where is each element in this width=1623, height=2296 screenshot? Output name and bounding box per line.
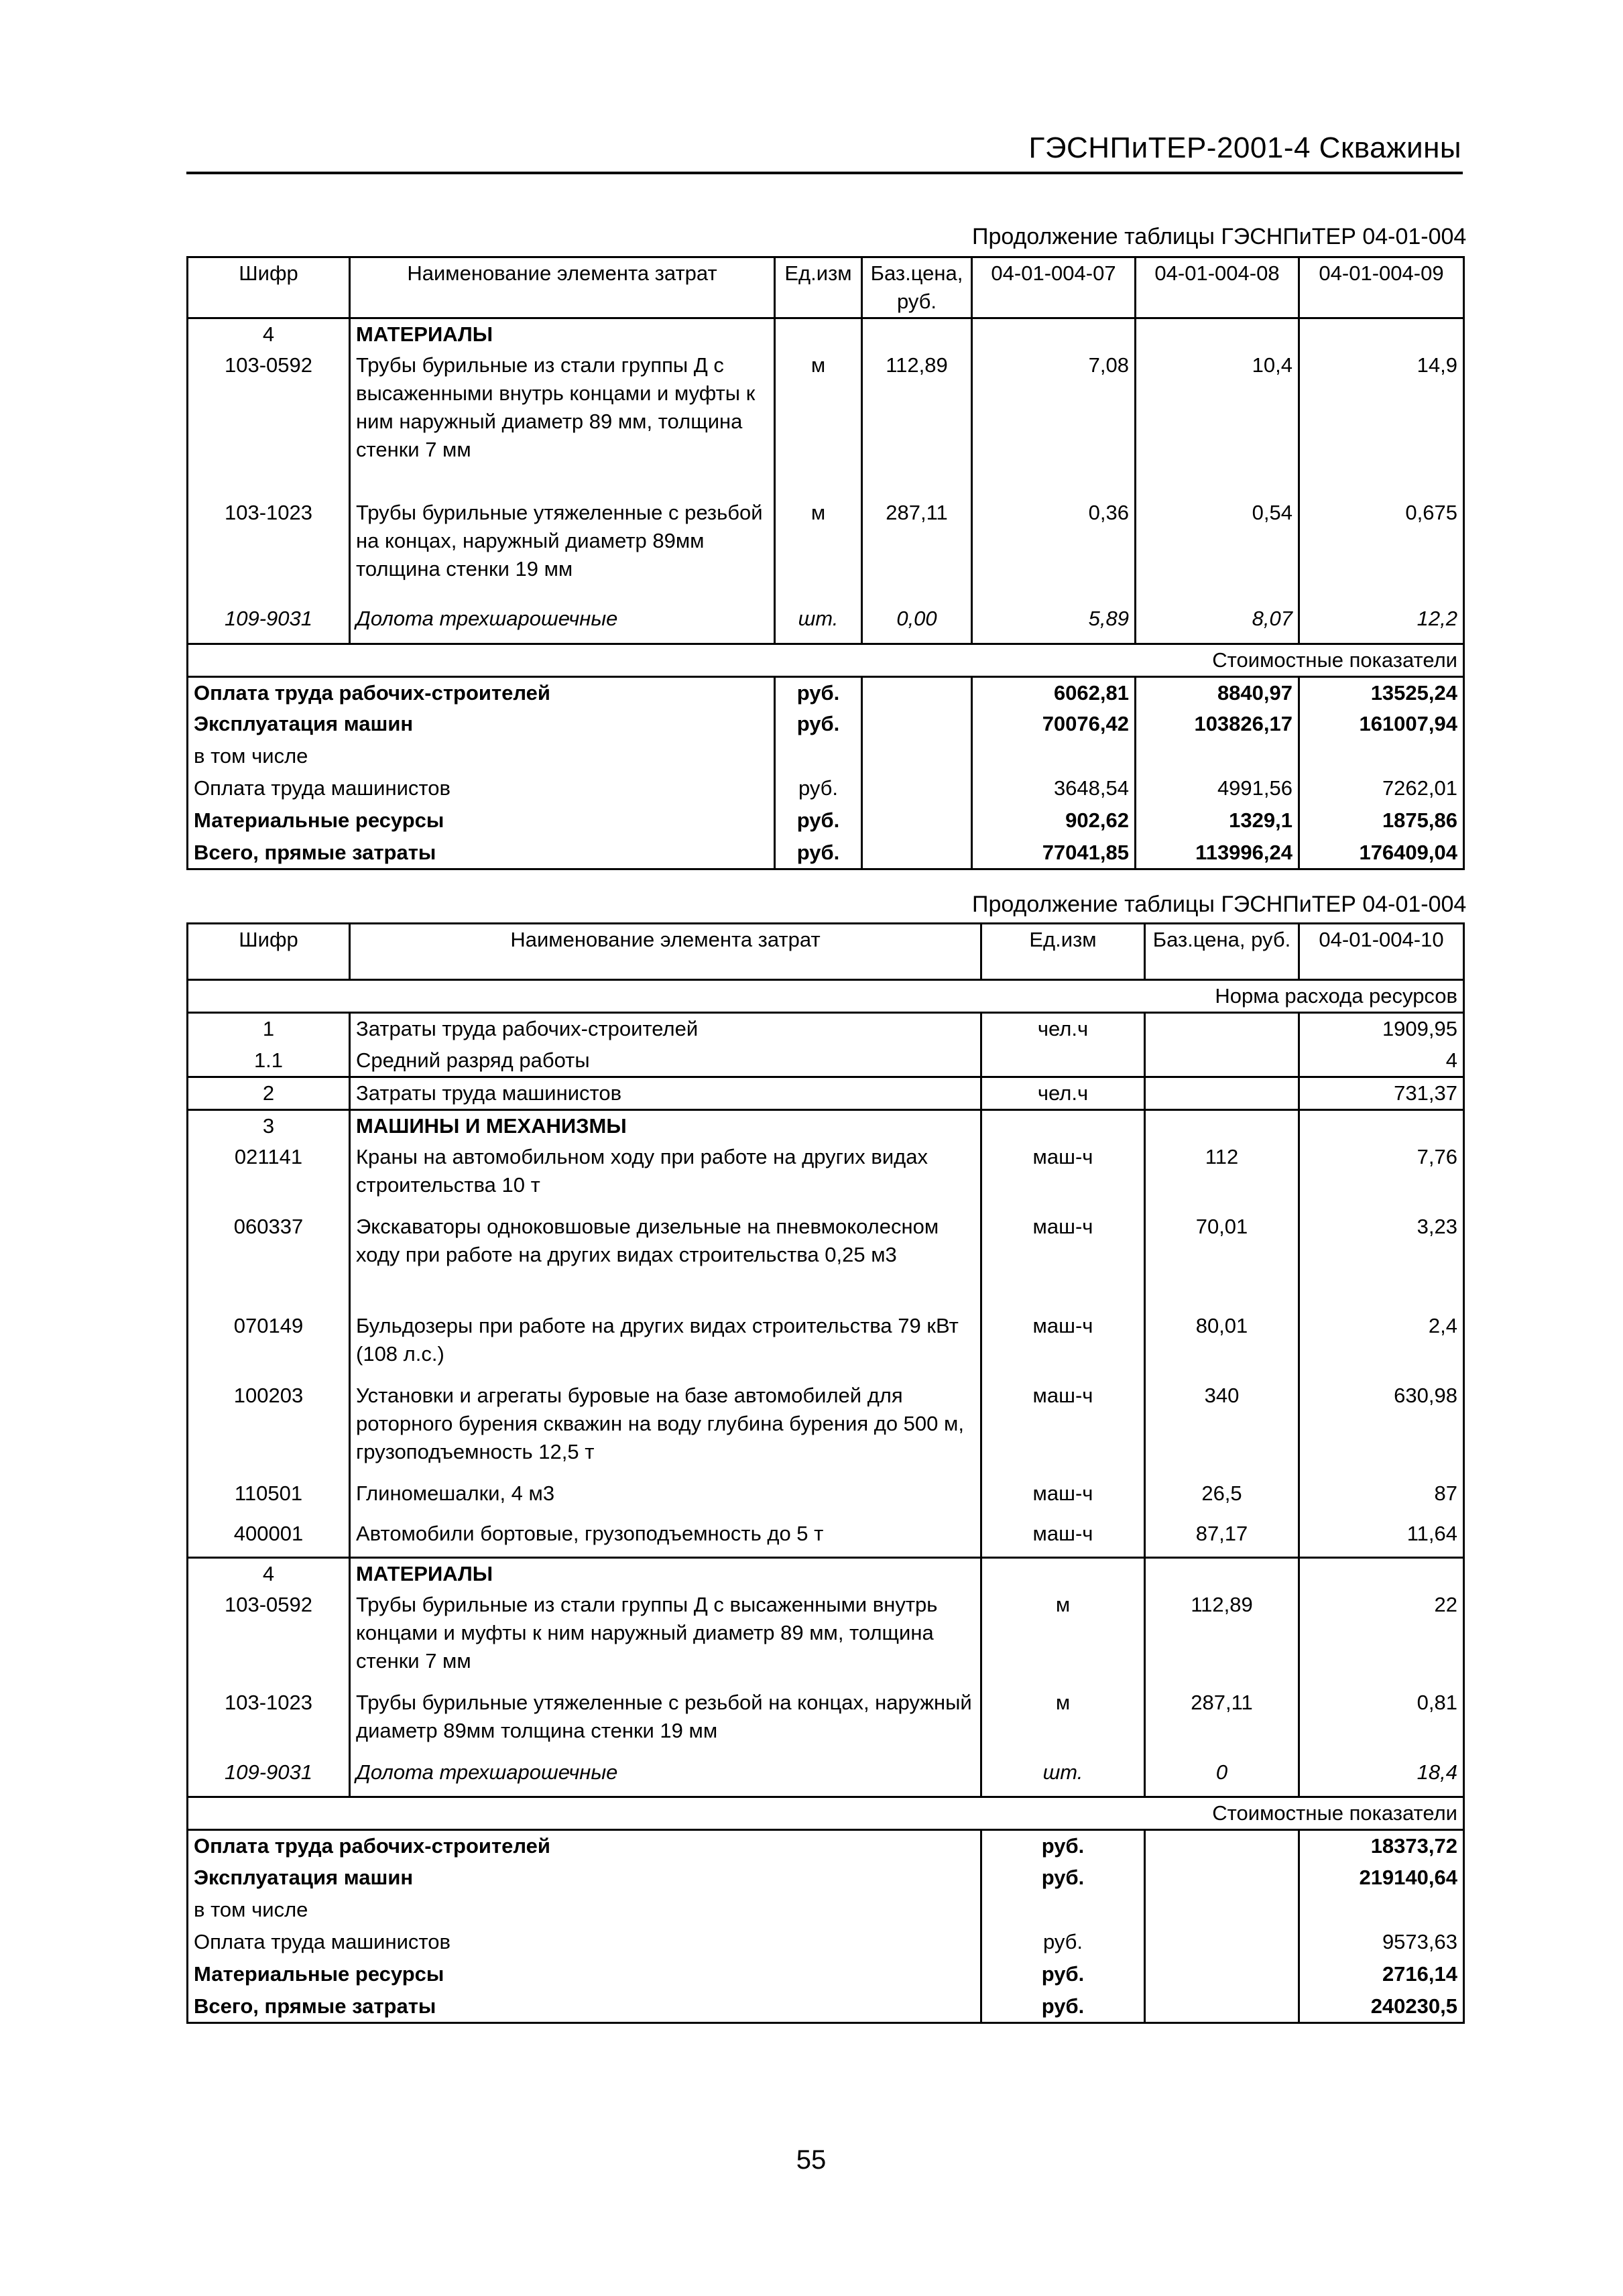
table1-materials-costs xyxy=(186,256,1465,870)
table1-section-row xyxy=(188,318,1464,351)
row-value-07: 7,08 xyxy=(972,350,1136,497)
row-price: 287,11 xyxy=(1145,1687,1299,1757)
table-row xyxy=(188,1311,1464,1380)
table2-machines-section-row xyxy=(188,1110,1464,1142)
cost-name: Оплата труда рабочих-строителей xyxy=(188,676,775,709)
norm-label: Норма расхода ресурсов xyxy=(188,980,1464,1013)
cost-value-07: 77041,85 xyxy=(972,837,1136,869)
row-unit: шт. xyxy=(775,603,862,644)
table2-materials-section-row xyxy=(188,1557,1464,1589)
table2-header-row xyxy=(188,924,1464,980)
section-code: 4 xyxy=(188,318,350,351)
row-name: Бульдозеры при работе на других видах строительства 79 кВт (108 л.с.) xyxy=(350,1311,981,1380)
cost-value: 9573,63 xyxy=(1299,1927,1464,1959)
row-unit: маш-ч xyxy=(981,1518,1145,1557)
table2-resources-costs xyxy=(186,922,1465,2024)
cost-unit: руб. xyxy=(981,1862,1145,1894)
table2-col-unit: Ед.изм xyxy=(981,924,1145,980)
table-row xyxy=(188,1142,1464,1211)
row-unit: маш-ч xyxy=(981,1311,1145,1380)
row-value-09: 0,675 xyxy=(1299,497,1464,603)
cost-row xyxy=(188,1991,1464,2023)
cost-unit: руб. xyxy=(775,709,862,741)
table-row xyxy=(188,603,1464,644)
row-name: Экскаваторы одноковшовые дизельные на пневмоколесном ходу при работе на других видах строительства 0,25 м3 xyxy=(350,1211,981,1311)
cost-value-08: 1329,1 xyxy=(1136,805,1299,837)
cost-value: 2716,14 xyxy=(1299,1959,1464,1991)
cost-name: Материальные ресурсы xyxy=(188,1959,981,1991)
table2-norm-label-row xyxy=(188,980,1464,1013)
row-value: 0,81 xyxy=(1299,1687,1464,1757)
table1-col-code: Шифр xyxy=(188,257,350,318)
cost-unit: руб. xyxy=(981,1927,1145,1959)
row-unit xyxy=(981,1045,1145,1077)
row-code: 2 xyxy=(188,1077,350,1110)
section-code: 4 xyxy=(188,1557,350,1589)
row-name: Краны на автомобильном ходу при работе на других видах строительства 10 т xyxy=(350,1142,981,1211)
row-value: 3,23 xyxy=(1299,1211,1464,1311)
cost-name: Эксплуатация машин xyxy=(188,1862,981,1894)
cost-indicators-label: Стоимостные показатели xyxy=(188,644,1464,676)
section-title: МАШИНЫ И МЕХАНИЗМЫ xyxy=(350,1110,981,1142)
cost-indicators-label: Стоимостные показатели xyxy=(188,1797,1464,1830)
row-name: Долота трехшарошечные xyxy=(350,603,775,644)
cost-unit: руб. xyxy=(981,1959,1145,1991)
cost-name: Эксплуатация машин xyxy=(188,709,775,741)
row-name: Трубы бурильные утяжеленные с резьбой на концах, наружный диаметр 89мм толщина стенки 19 мм xyxy=(350,497,775,603)
row-value-08: 10,4 xyxy=(1136,350,1299,497)
row-code: 1.1 xyxy=(188,1045,350,1077)
cost-row xyxy=(188,1959,1464,1991)
table2-col-name: Наименование элемента затрат xyxy=(350,924,981,980)
cost-value-09: 1875,86 xyxy=(1299,805,1464,837)
cost-value-07: 70076,42 xyxy=(972,709,1136,741)
cost-row xyxy=(188,1894,1464,1927)
row-value-08: 0,54 xyxy=(1136,497,1299,603)
row-value: 18,4 xyxy=(1299,1757,1464,1797)
cost-value-08: 103826,17 xyxy=(1136,709,1299,741)
row-name: Средний разряд работы xyxy=(350,1045,981,1077)
cost-name: Всего, прямые затраты xyxy=(188,837,775,869)
table-row xyxy=(188,1380,1464,1478)
table-row xyxy=(188,1211,1464,1311)
row-unit: м xyxy=(981,1589,1145,1687)
row-code: 103-1023 xyxy=(188,497,350,603)
row-price: 26,5 xyxy=(1145,1478,1299,1518)
cost-name: Материальные ресурсы xyxy=(188,805,775,837)
row-value: 22 xyxy=(1299,1589,1464,1687)
row-price xyxy=(1145,1013,1299,1045)
section-title: МАТЕРИАЛЫ xyxy=(350,318,775,351)
cost-name: Оплата труда машинистов xyxy=(188,773,775,805)
row-code: 021141 xyxy=(188,1142,350,1211)
row-name: Глиномешалки, 4 м3 xyxy=(350,1478,981,1518)
row-code: 400001 xyxy=(188,1518,350,1557)
cost-row xyxy=(188,741,1464,773)
row-code: 103-1023 xyxy=(188,1687,350,1757)
page-header-title: ГЭСНПиТЕР-2001-4 Скважины xyxy=(1028,131,1461,164)
cost-row xyxy=(188,1830,1464,1862)
table1-col-v1: 04-01-004-07 xyxy=(972,257,1136,318)
cost-unit: руб. xyxy=(981,1830,1145,1862)
cost-name: Всего, прямые затраты xyxy=(188,1991,981,2023)
cost-value-09: 13525,24 xyxy=(1299,676,1464,709)
cost-row xyxy=(188,837,1464,869)
cost-value-07: 6062,81 xyxy=(972,676,1136,709)
row-name: Установки и агрегаты буровые на базе автомобилей для роторного бурения скважин на воду глубина бурения до 500 м, грузоподъемность 12,5 т xyxy=(350,1380,981,1478)
cost-row xyxy=(188,709,1464,741)
table-row xyxy=(188,497,1464,603)
row-name: Автомобили бортовые, грузоподъемность до 5 т xyxy=(350,1518,981,1557)
header-rule xyxy=(186,172,1463,174)
row-price: 340 xyxy=(1145,1380,1299,1478)
row-code: 109-9031 xyxy=(188,603,350,644)
row-value: 630,98 xyxy=(1299,1380,1464,1478)
row-price: 0,00 xyxy=(862,603,972,644)
row-value: 2,4 xyxy=(1299,1311,1464,1380)
row-value-09: 14,9 xyxy=(1299,350,1464,497)
table-row xyxy=(188,1518,1464,1557)
row-name: Долота трехшарошечные xyxy=(350,1757,981,1797)
row-code: 109-9031 xyxy=(188,1757,350,1797)
row-value-08: 8,07 xyxy=(1136,603,1299,644)
row-value: 7,76 xyxy=(1299,1142,1464,1211)
row-price xyxy=(1145,1077,1299,1110)
cost-value: 240230,5 xyxy=(1299,1991,1464,2023)
cost-unit: руб. xyxy=(981,1991,1145,2023)
cost-row xyxy=(188,1927,1464,1959)
cost-name: Оплата труда рабочих-строителей xyxy=(188,1830,981,1862)
row-unit: шт. xyxy=(981,1757,1145,1797)
row-price: 87,17 xyxy=(1145,1518,1299,1557)
table1-caption: Продолжение таблицы ГЭСНПиТЕР 04-01-004 xyxy=(972,224,1467,249)
cost-row xyxy=(188,805,1464,837)
section-title: МАТЕРИАЛЫ xyxy=(350,1557,981,1589)
cost-unit: руб. xyxy=(775,805,862,837)
table2-cost-label-row xyxy=(188,1797,1464,1830)
row-price: 112,89 xyxy=(862,350,972,497)
row-value: 731,37 xyxy=(1299,1077,1464,1110)
row-code: 110501 xyxy=(188,1478,350,1518)
section-code: 3 xyxy=(188,1110,350,1142)
cost-value-07: 902,62 xyxy=(972,805,1136,837)
table1-col-name: Наименование элемента затрат xyxy=(350,257,775,318)
row-name: Трубы бурильные утяжеленные с резьбой на концах, наружный диаметр 89мм толщина стенки 19 мм xyxy=(350,1687,981,1757)
row-value: 4 xyxy=(1299,1045,1464,1077)
table1-col-unit: Ед.изм xyxy=(775,257,862,318)
row-price: 0 xyxy=(1145,1757,1299,1797)
row-value-09: 12,2 xyxy=(1299,603,1464,644)
table1-col-v3: 04-01-004-09 xyxy=(1299,257,1464,318)
row-code: 070149 xyxy=(188,1311,350,1380)
table2-col-value: 04-01-004-10 xyxy=(1299,924,1464,980)
table-row xyxy=(188,1478,1464,1518)
cost-value-09: 7262,01 xyxy=(1299,773,1464,805)
cost-value-09: 161007,94 xyxy=(1299,709,1464,741)
table2-col-code: Шифр xyxy=(188,924,350,980)
cost-value-08: 113996,24 xyxy=(1136,837,1299,869)
row-code: 1 xyxy=(188,1013,350,1045)
cost-value: 18373,72 xyxy=(1299,1830,1464,1862)
cost-value-09 xyxy=(1299,741,1464,773)
table1-col-price: Баз.цена, руб. xyxy=(862,257,972,318)
table1-cost-label-row xyxy=(188,644,1464,676)
row-price: 112 xyxy=(1145,1142,1299,1211)
row-value-07: 5,89 xyxy=(972,603,1136,644)
cost-row xyxy=(188,676,1464,709)
row-unit: м xyxy=(981,1687,1145,1757)
cost-name: Оплата труда машинистов xyxy=(188,1927,981,1959)
row-unit: чел.ч xyxy=(981,1077,1145,1110)
row-price xyxy=(1145,1045,1299,1077)
cost-value-08: 8840,97 xyxy=(1136,676,1299,709)
cost-name: в том числе xyxy=(188,1894,981,1927)
table-row xyxy=(188,1077,1464,1110)
cost-value-08 xyxy=(1136,741,1299,773)
row-unit: м xyxy=(775,497,862,603)
row-code: 103-0592 xyxy=(188,1589,350,1687)
cost-unit: руб. xyxy=(775,773,862,805)
cost-unit xyxy=(775,741,862,773)
cost-value-08: 4991,56 xyxy=(1136,773,1299,805)
row-unit: чел.ч xyxy=(981,1013,1145,1045)
row-name: Затраты труда рабочих-строителей xyxy=(350,1013,981,1045)
row-value: 1909,95 xyxy=(1299,1013,1464,1045)
row-name: Затраты труда машинистов xyxy=(350,1077,981,1110)
cost-unit: руб. xyxy=(775,837,862,869)
cost-unit xyxy=(981,1894,1145,1927)
row-code: 060337 xyxy=(188,1211,350,1311)
table-row xyxy=(188,1045,1464,1077)
row-unit: маш-ч xyxy=(981,1142,1145,1211)
page-number: 55 xyxy=(796,2145,827,2175)
table-row xyxy=(188,1687,1464,1757)
cost-unit: руб. xyxy=(775,676,862,709)
cost-value-07: 3648,54 xyxy=(972,773,1136,805)
row-price: 80,01 xyxy=(1145,1311,1299,1380)
row-code: 100203 xyxy=(188,1380,350,1478)
row-unit: м xyxy=(775,350,862,497)
table-row xyxy=(188,1757,1464,1797)
table-row xyxy=(188,350,1464,497)
table-row xyxy=(188,1589,1464,1687)
row-unit: маш-ч xyxy=(981,1211,1145,1311)
row-name: Трубы бурильные из стали группы Д с высаженными внутрь концами и муфты к ним наружный диаметр 89 мм, толщина стенки 7 мм xyxy=(350,1589,981,1687)
row-value-07: 0,36 xyxy=(972,497,1136,603)
cost-value-07 xyxy=(972,741,1136,773)
row-price: 287,11 xyxy=(862,497,972,603)
row-unit: маш-ч xyxy=(981,1380,1145,1478)
row-unit: маш-ч xyxy=(981,1478,1145,1518)
table1-header-row xyxy=(188,257,1464,318)
cost-row xyxy=(188,1862,1464,1894)
row-price: 112,89 xyxy=(1145,1589,1299,1687)
cost-name: в том числе xyxy=(188,741,775,773)
cost-value: 219140,64 xyxy=(1299,1862,1464,1894)
row-price: 70,01 xyxy=(1145,1211,1299,1311)
table1-col-v2: 04-01-004-08 xyxy=(1136,257,1299,318)
row-name: Трубы бурильные из стали группы Д с высаженными внутрь концами и муфты к ним наружный диаметр 89 мм, толщина стенки 7 мм xyxy=(350,350,775,497)
table2-caption: Продолжение таблицы ГЭСНПиТЕР 04-01-004 xyxy=(972,892,1467,917)
cost-row xyxy=(188,773,1464,805)
row-code: 103-0592 xyxy=(188,350,350,497)
cost-value xyxy=(1299,1894,1464,1927)
row-value: 87 xyxy=(1299,1478,1464,1518)
cost-value-09: 176409,04 xyxy=(1299,837,1464,869)
table2-col-price: Баз.цена, руб. xyxy=(1145,924,1299,980)
row-value: 11,64 xyxy=(1299,1518,1464,1557)
table-row xyxy=(188,1013,1464,1045)
